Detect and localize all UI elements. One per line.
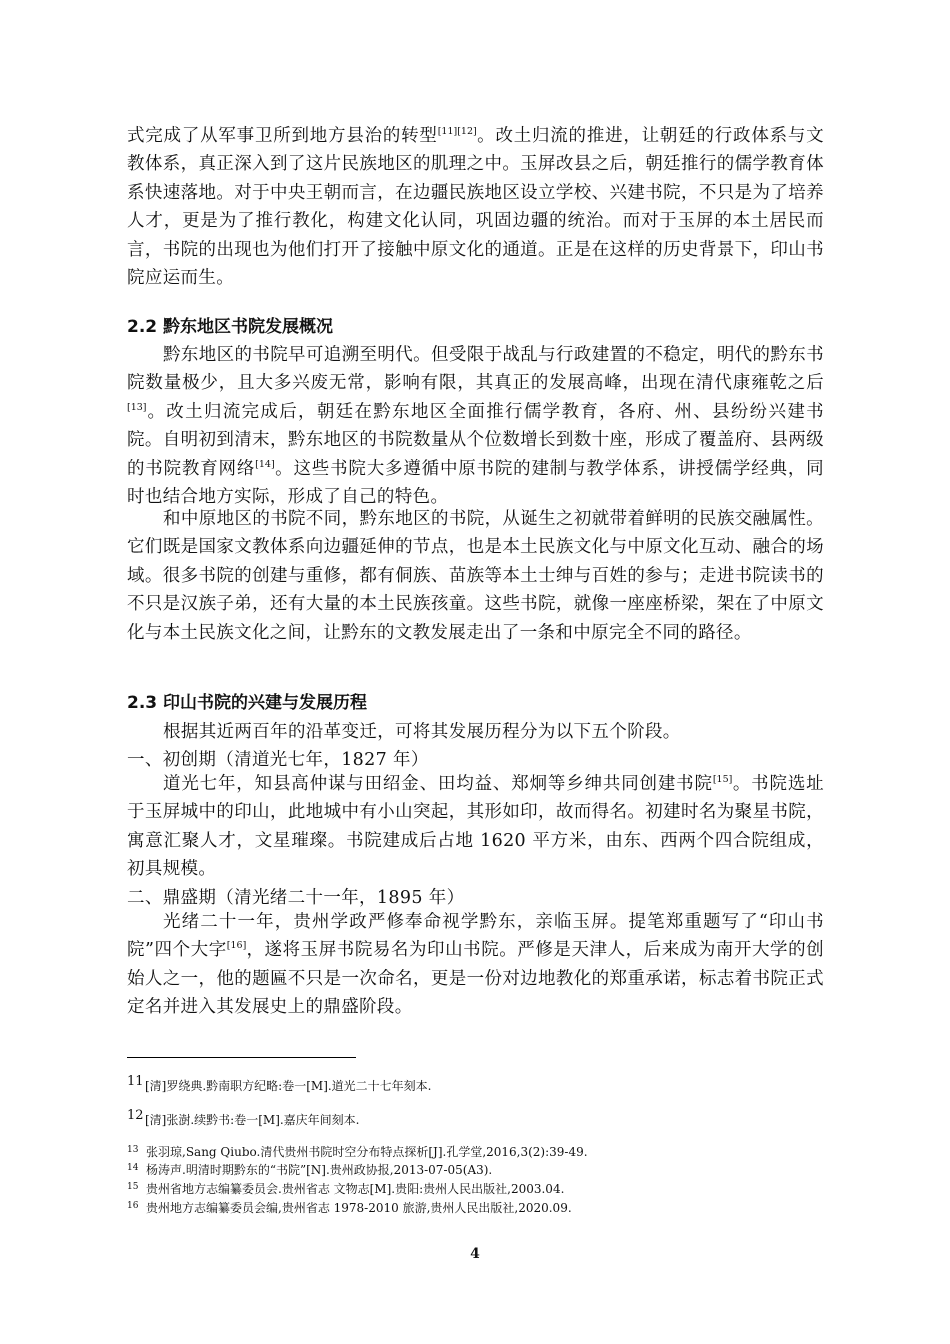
- body-paragraph: [127, 122, 824, 292]
- footnote-number[interactable]: 13: [127, 1145, 139, 1155]
- footnote-text: 贵州省地方志编纂委员会.贵州省志 文物志[M].贵阳:贵州人民出版社,2003.04.: [146, 1182, 565, 1196]
- footnote: [127, 1161, 492, 1178]
- footnote: [127, 1199, 572, 1216]
- footnote: [127, 1108, 360, 1128]
- section-heading: 2.2 黔东地区书院发展概况: [127, 317, 334, 337]
- body-paragraph: 和中原地区的书院不同，黔东地区的书院，从诞生之初就带着鲜明的民族交融属性。它们既是国家文教体系向边疆延伸的节点，也是本土民族文化与中原文化互动、融合的场域。很多书院的创建与重修，都有侗族、苗族等本土士绅与百姓的参与；走进书院读书的不只是汉族子弟，还有大量的本土民族孩童。这些书院，就像一座座桥梁，架在了中原文化与本土民族文化之间，让黔东的文教发展走出了一条和中原完全不同的路径。: [127, 509, 824, 643]
- paragraph-text: 。书院选址于玉屏城中的印山，此地城中有小山突起，其形如印，故而得名。初建时名为聚星书院，寓意汇聚人才，文星璀璨。书院建成后占地 1620 平方米，由东、西两个四合院组成，初具规模。: [127, 774, 824, 880]
- body-paragraph: [127, 908, 824, 1022]
- citation-ref[interactable]: [16]: [226, 940, 247, 952]
- citation-ref[interactable]: [11][12]: [437, 126, 477, 137]
- footnote: [127, 1074, 432, 1094]
- footnote-number[interactable]: 14: [127, 1163, 139, 1173]
- footnote-text: 张羽琼,Sang Qiubo.清代贵州书院时空分布特点探析[J].孔学堂,2016,3(2):39-49.: [146, 1145, 588, 1159]
- page-number: 4: [470, 1246, 480, 1262]
- paragraph-text: 。这些书院大多遵循中原书院的建制与教学体系，讲授儒学经典，同时也结合地方实际，形成了自己的特色。: [127, 458, 824, 508]
- citation-ref[interactable]: [14]: [255, 458, 275, 470]
- paragraph-text: 光绪二十一年，贵州学政严修奉命视学黔东，亲临玉屏。提笔郑重题写了“印山书院”四个大字: [127, 912, 824, 961]
- paragraph-text: 道光七年，知县高仲谋与田绍金、田均益、郑炯等乡绅共同创建书院: [163, 774, 713, 794]
- section-heading: 2.3 印山书院的兴建与发展历程: [127, 693, 368, 713]
- section-intro: 根据其近两百年的沿革变迁，可将其发展历程分为以下五个阶段。: [163, 722, 681, 742]
- body-paragraph: [127, 770, 824, 884]
- footnote-text: [清]张澍.续黔书:卷一[M].嘉庆年间刻本.: [145, 1113, 360, 1127]
- footnote-divider: [127, 1057, 356, 1058]
- footnote-number[interactable]: 16: [127, 1201, 139, 1211]
- paragraph-text: ，遂将玉屏书院易名为印山书院。严修是天津人，后来成为南开大学的创始人之一，他的题匾不只是一次命名，更是一份对边地教化的郑重承诺，标志着书院正式定名并进入其发展史上的鼎盛阶段。: [127, 940, 825, 1018]
- paragraph-text: 。改土归流完成后，朝廷在黔东地区全面推行儒学教育，各府、州、县纷纷兴建书院。自明初到清末，黔东地区的书院数量从个位数增长到数十座，形成了覆盖府、县两级的书院教育网络: [127, 401, 824, 479]
- paragraph-text: 黔东地区的书院早可追溯至明代。但受限于战乱与行政建置的不稳定，明代的黔东书院数量极少，且大多兴废无常，影响有限，其真正的发展高峰，出现在清代康雍乾之后: [127, 345, 824, 394]
- stage-title: 二、鼎盛期（清光绪二十一年，1895 年）: [127, 888, 465, 908]
- body-paragraph: [127, 341, 824, 511]
- footnote-text: [清]罗绕典.黔南职方纪略:卷一[M].道光二十七年刻本.: [145, 1079, 432, 1093]
- footnote-text: 杨涛声.明清时期黔东的“书院”[N].贵州政协报,2013-07-05(A3).: [146, 1163, 493, 1177]
- footnote-number[interactable]: 15: [127, 1182, 139, 1192]
- footnote-text: 贵州地方志编纂委员会编,贵州省志 1978-2010 旅游,贵州人民出版社,2020.09.: [146, 1201, 572, 1215]
- stage-title: 一、初创期（清道光七年，1827 年）: [127, 750, 429, 770]
- footnote: [127, 1143, 588, 1160]
- footnote-number[interactable]: 12: [127, 1108, 144, 1123]
- footnote: [127, 1180, 564, 1197]
- citation-ref[interactable]: [13]: [127, 401, 147, 413]
- citation-ref[interactable]: [15]: [712, 774, 733, 785]
- footnote-number[interactable]: 11: [127, 1074, 144, 1089]
- paragraph-text: 式完成了从军事卫所到地方县治的转型: [127, 126, 438, 146]
- paragraph-text: 。改土归流的推进，让朝廷的行政体系与文教体系，真正深入到了这片民族地区的肌理之中。玉屏改县之后，朝廷推行的儒学教育体系快速落地。对于中央王朝而言，在边疆民族地区设立学校、兴建书院，不只是为了培养人才，更是为了推行教化，构建文化认同，巩固边疆的统治。而对于玉屏的本土居民而言，书院的出现也为他们打开了接触中原文化的通道。正是在这样的历史背景下，印山书院应运而生。: [127, 126, 824, 289]
